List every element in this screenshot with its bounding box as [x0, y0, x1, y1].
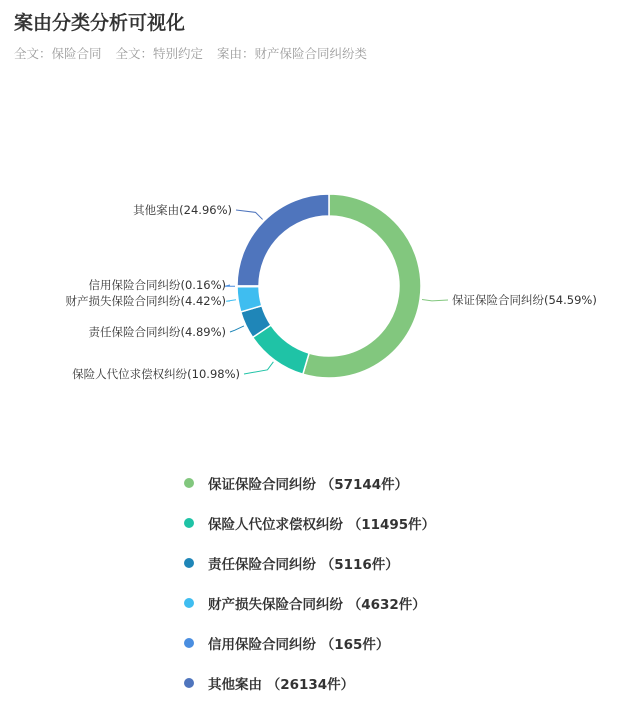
legend-item[interactable]: [184, 623, 435, 663]
slice-label: 保证保险合同纠纷(54.59%): [452, 293, 597, 307]
legend-marker: [184, 478, 194, 488]
legend-marker: [184, 678, 194, 688]
chart-legend: [184, 463, 435, 703]
legend-label: 责任保险合同纠纷 （5116件）: [208, 557, 399, 573]
slice-label: 财产损失保险合同纠纷(4.42%): [65, 294, 226, 308]
legend-item[interactable]: [184, 503, 435, 543]
donut-slice[interactable]: [303, 194, 421, 378]
legend-label: 信用保险合同纠纷 （165件）: [208, 637, 390, 653]
slice-label: 其他案由(24.96%): [133, 203, 232, 217]
legend-marker: [184, 638, 194, 648]
filter-cause: 案由：财产保险合同纠纷类: [217, 46, 368, 61]
legend-label: 保证保险合同纠纷 （57144件）: [208, 477, 409, 493]
slice-label: 信用保险合同纠纷(0.16%): [88, 278, 226, 292]
filter-fulltext-insurance: 全文：保险合同: [14, 46, 102, 61]
legend-item[interactable]: [184, 663, 435, 703]
legend-marker: [184, 558, 194, 568]
page-title: 案由分类分析可视化: [14, 12, 186, 34]
legend-label: 其他案由 （26134件）: [208, 677, 355, 693]
donut-slice[interactable]: [237, 194, 329, 286]
label-leader-line: [236, 210, 263, 219]
legend-item[interactable]: [184, 463, 435, 503]
slice-label: 保险人代位求偿权纠纷(10.98%): [72, 367, 240, 381]
legend-marker: [184, 518, 194, 528]
legend-label: 财产损失保险合同纠纷 （4632件）: [208, 597, 426, 613]
filter-fulltext-special-terms: 全文：特别约定: [115, 46, 204, 61]
label-leader-line: [422, 299, 448, 300]
label-leader-line: [226, 300, 236, 301]
label-leader-line: [230, 326, 244, 332]
label-leader-line: [225, 285, 235, 286]
legend-item[interactable]: [184, 583, 435, 623]
legend-marker: [184, 598, 194, 608]
label-leader-line: [244, 362, 273, 374]
legend-label: 保险人代位求偿权纠纷 （11495件）: [208, 517, 436, 533]
legend-item[interactable]: [184, 543, 435, 583]
slice-label: 责任保险合同纠纷(4.89%): [88, 325, 226, 339]
